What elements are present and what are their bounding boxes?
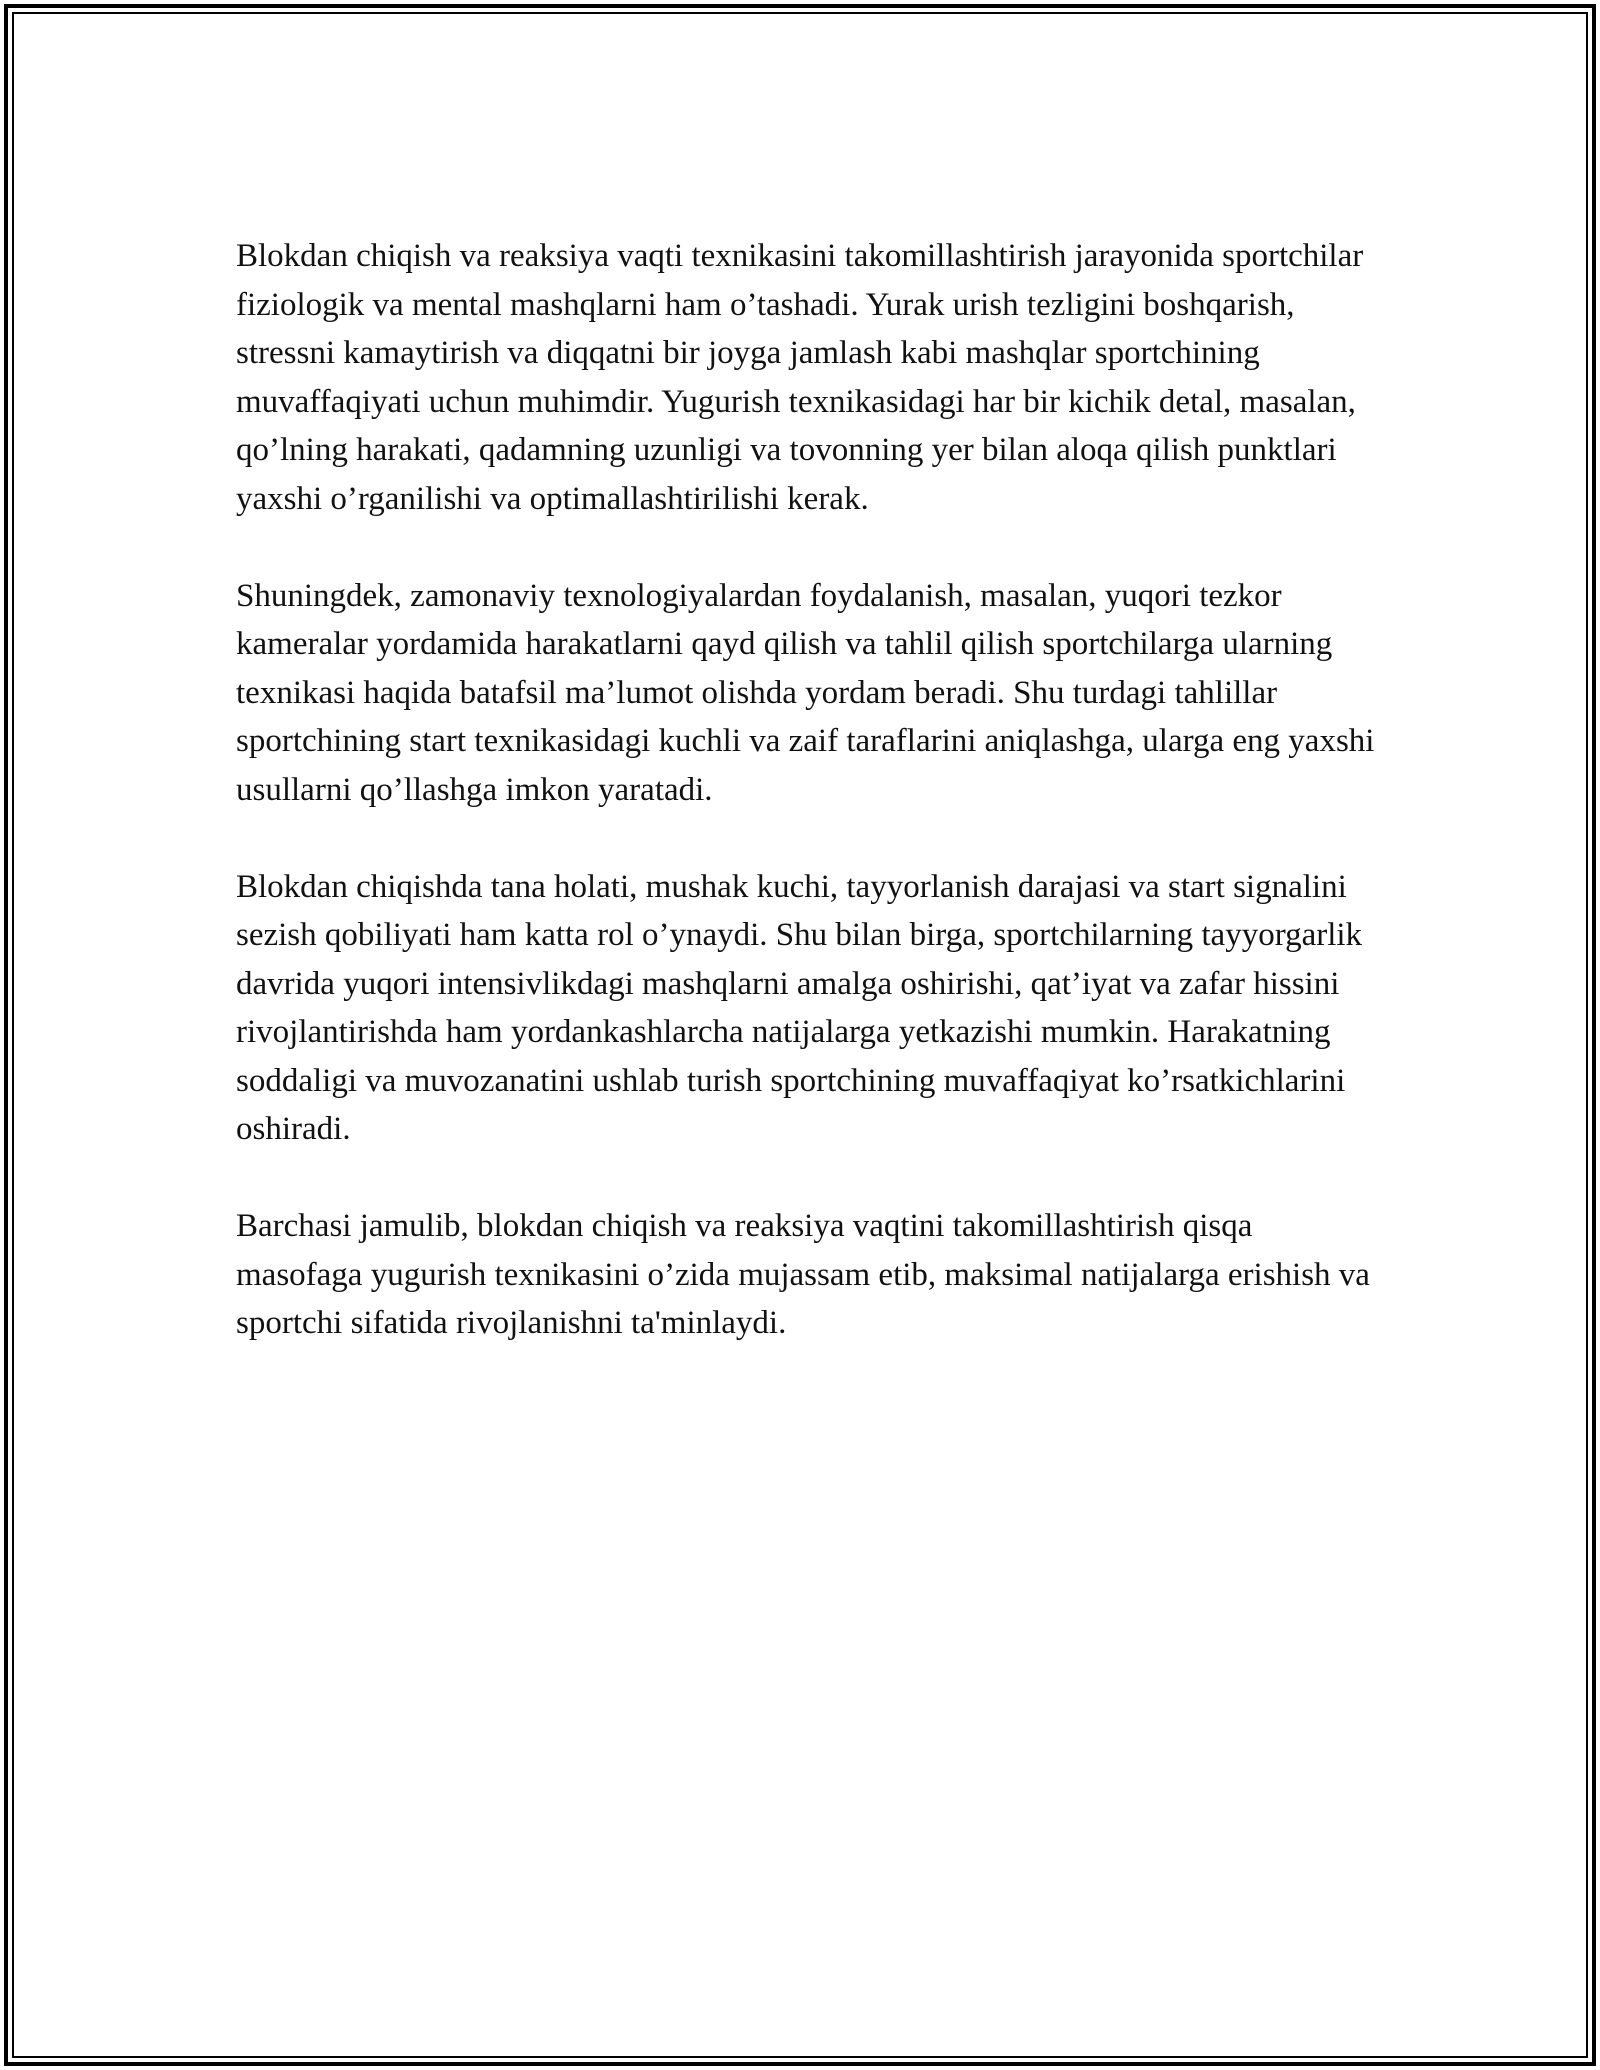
paragraph-1: Blokdan chiqish va reaksiya vaqti texnikasini takomillashtirish jarayonida sportchilar fiziologik va mental mashqlarni ham o’tashadi. Yurak urish tezligini boshqarish, stressni kamaytirish va diqqatni bir joyga jamlash kabi mashqlar sportchining muvaffaqiyati uchun muhimdir. Yugurish texnikasidagi har bir kichik detal, masalan, qo’lning harakati, qadamning uzunligi va tovonning yer bilan aloqa qilish punktlari yaxshi o’rganilishi va optimallashtirilishi kerak.: [236, 238, 1364, 517]
paragraph-3: Blokdan chiqishda tana holati, mushak kuchi, tayyorlanish darajasi va start signalini sezish qobiliyati ham katta rol o’ynaydi. Shu bilan birga, sportchilarning tayyorgarlik davrida yuqori intensivlikdagi mashqlarni amalga oshirishi, qat’iyat va zafar hissini rivojlantirishda ham yordankashlarcha natijalarga yetkazishi mumkin. Harakatning soddaligi va muvozanatini ushlab turish sportchining muvaffaqiyat ko’rsatkichlarini oshiradi.: [236, 868, 1363, 1147]
paragraph-2: Shuningdek, zamonaviy texnologiyalardan foydalanish, masalan, yuqori tezkor kameralar yordamida harakatlarni qayd qilish va tahlil qilish sportchilarga ularning texnikasi haqida batafsil ma’lumot olishda yordam beradi. Shu turdagi tahlillar sportchining start texnikasidagi kuchli va zaif taraflarini aniqlashga, ularga eng yaxshi usullarni qo’llashga imkon yaratadi.: [236, 577, 1375, 808]
document-body: [236, 232, 1386, 1396]
paragraph-4: Barchasi jamulib, blokdan chiqish va reaksiya vaqtini takomillashtirish qisqa masofaga yugurish texnikasini o’zida mujassam etib, maksimal natijalarga erishish va sportchi sifatida rivojlanishni ta'minlaydi.: [236, 1208, 1370, 1341]
